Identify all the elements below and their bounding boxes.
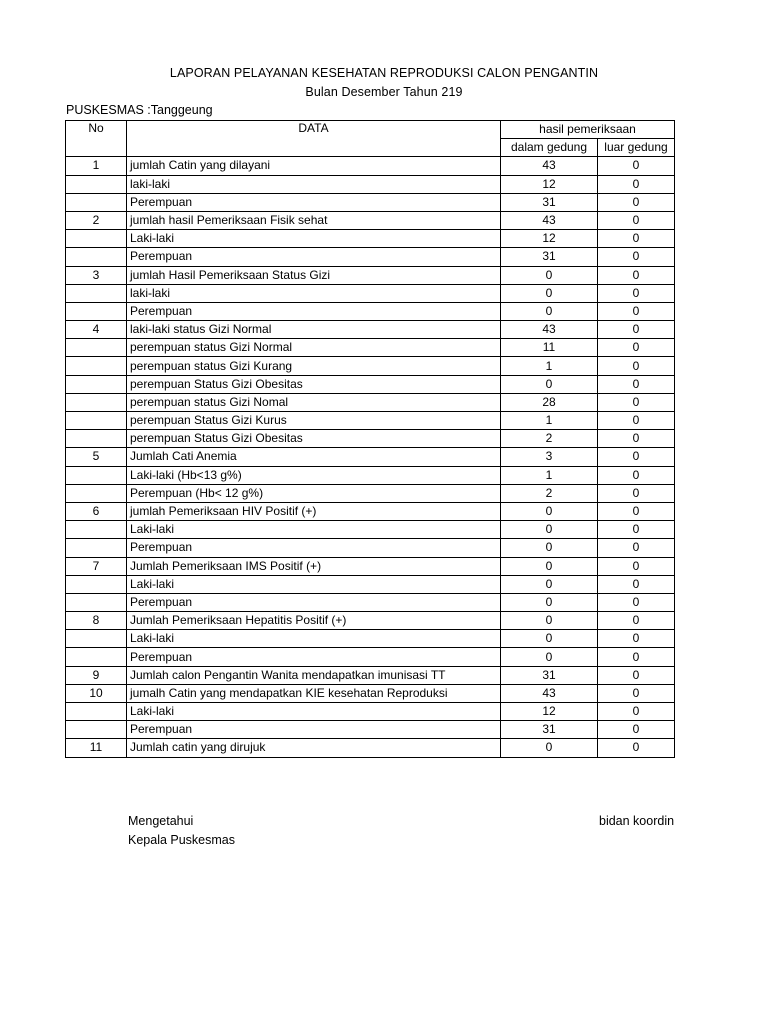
row-no [66,539,127,557]
row-label: Laki-laki [127,575,501,593]
table-row [66,230,675,248]
table-row [66,684,675,702]
header-luar-gedung: luar gedung [598,139,675,157]
row-no [66,430,127,448]
row-dalam-gedung: 31 [501,666,598,684]
header-hasil-pemeriksaan: hasil pemeriksaan [501,121,675,139]
row-luar-gedung: 0 [598,630,675,648]
row-no: 8 [66,612,127,630]
row-dalam-gedung: 1 [501,412,598,430]
row-label: Jumlah Pemeriksaan Hepatitis Positif (+) [127,612,501,630]
table-row [66,648,675,666]
table-row [66,466,675,484]
row-luar-gedung: 0 [598,302,675,320]
row-label: perempuan Status Gizi Obesitas [127,430,501,448]
row-label: jumalh Catin yang mendapatkan KIE kesehatan Reproduksi [127,684,501,702]
row-no [66,593,127,611]
row-no: 7 [66,557,127,575]
row-no: 1 [66,157,127,175]
row-label: Jumlah Pemeriksaan IMS Positif (+) [127,557,501,575]
row-dalam-gedung: 0 [501,593,598,611]
row-luar-gedung: 0 [598,266,675,284]
row-luar-gedung: 0 [598,230,675,248]
row-no [66,521,127,539]
row-luar-gedung: 0 [598,448,675,466]
row-no: 3 [66,266,127,284]
row-dalam-gedung: 12 [501,230,598,248]
row-luar-gedung: 0 [598,175,675,193]
row-label: Perempuan [127,648,501,666]
table-body [66,157,675,757]
table-row [66,284,675,302]
row-dalam-gedung: 1 [501,357,598,375]
header-no: No [66,121,127,157]
row-luar-gedung: 0 [598,593,675,611]
row-no [66,466,127,484]
row-no [66,721,127,739]
table-row [66,357,675,375]
row-luar-gedung: 0 [598,211,675,229]
row-label: jumlah Hasil Pemeriksaan Status Gizi [127,266,501,284]
table-row [66,666,675,684]
row-dalam-gedung: 12 [501,703,598,721]
table-row [66,630,675,648]
footer-bidan-koordinator: bidan koordin [599,814,675,828]
row-no [66,484,127,502]
row-dalam-gedung: 0 [501,284,598,302]
row-no: 2 [66,211,127,229]
row-no [66,302,127,320]
row-dalam-gedung: 11 [501,339,598,357]
row-no [66,339,127,357]
row-no: 10 [66,684,127,702]
row-label: perempuan status Gizi Normal [127,339,501,357]
row-no [66,412,127,430]
table-row [66,484,675,502]
row-label: jumlah hasil Pemeriksaan Fisik sehat [127,211,501,229]
row-no [66,648,127,666]
table-row [66,211,675,229]
row-no [66,248,127,266]
row-dalam-gedung: 43 [501,211,598,229]
row-label: Perempuan [127,193,501,211]
row-dalam-gedung: 0 [501,539,598,557]
row-dalam-gedung: 0 [501,575,598,593]
row-label: Laki-laki [127,521,501,539]
table-row [66,266,675,284]
row-dalam-gedung: 12 [501,175,598,193]
row-dalam-gedung: 1 [501,466,598,484]
row-dalam-gedung: 0 [501,648,598,666]
table-row [66,248,675,266]
row-label: Perempuan [127,302,501,320]
row-dalam-gedung: 43 [501,321,598,339]
row-dalam-gedung: 31 [501,248,598,266]
row-dalam-gedung: 2 [501,484,598,502]
table-row [66,448,675,466]
table-row [66,612,675,630]
table-row [66,157,675,175]
row-label: Perempuan [127,248,501,266]
table-row [66,539,675,557]
row-label: jumlah Pemeriksaan HIV Positif (+) [127,502,501,520]
row-label: laki-laki [127,284,501,302]
row-dalam-gedung: 0 [501,266,598,284]
row-luar-gedung: 0 [598,648,675,666]
row-luar-gedung: 0 [598,157,675,175]
table-row [66,412,675,430]
row-label: jumlah Catin yang dilayani [127,157,501,175]
row-label: perempuan Status Gizi Kurus [127,412,501,430]
header-dalam-gedung: dalam gedung [501,139,598,157]
row-label: Jumlah Cati Anemia [127,448,501,466]
row-luar-gedung: 0 [598,539,675,557]
row-no [66,630,127,648]
row-label: Perempuan [127,593,501,611]
row-label: Jumlah calon Pengantin Wanita mendapatkan imunisasi TT [127,666,501,684]
row-dalam-gedung: 0 [501,739,598,757]
row-no [66,193,127,211]
row-luar-gedung: 0 [598,521,675,539]
table-row [66,521,675,539]
row-dalam-gedung: 43 [501,157,598,175]
report-subtitle: Bulan Desember Tahun 219 [305,85,463,99]
row-luar-gedung: 0 [598,466,675,484]
row-luar-gedung: 0 [598,284,675,302]
row-dalam-gedung: 0 [501,521,598,539]
row-label: laki-laki [127,175,501,193]
row-no: 5 [66,448,127,466]
row-dalam-gedung: 0 [501,557,598,575]
row-no [66,175,127,193]
table-row [66,339,675,357]
table-row [66,393,675,411]
row-label: Laki-laki [127,230,501,248]
row-luar-gedung: 0 [598,666,675,684]
table-row [66,321,675,339]
table-row [66,375,675,393]
header-data: DATA [127,121,501,157]
row-luar-gedung: 0 [598,612,675,630]
row-no [66,284,127,302]
row-no [66,393,127,411]
row-luar-gedung: 0 [598,739,675,757]
row-dalam-gedung: 0 [501,502,598,520]
row-dalam-gedung: 43 [501,684,598,702]
report-title: LAPORAN PELAYANAN KESEHATAN REPRODUKSI CALON PENGANTIN [169,66,599,80]
row-luar-gedung: 0 [598,721,675,739]
row-no [66,357,127,375]
row-dalam-gedung: 31 [501,193,598,211]
row-luar-gedung: 0 [598,430,675,448]
row-dalam-gedung: 0 [501,612,598,630]
table-row [66,502,675,520]
row-no [66,230,127,248]
row-dalam-gedung: 3 [501,448,598,466]
row-dalam-gedung: 0 [501,375,598,393]
row-no: 4 [66,321,127,339]
row-label: laki-laki status Gizi Normal [127,321,501,339]
row-label: Jumlah catin yang dirujuk [127,739,501,757]
row-luar-gedung: 0 [598,412,675,430]
table-row [66,593,675,611]
row-dalam-gedung: 28 [501,393,598,411]
row-no [66,703,127,721]
row-luar-gedung: 0 [598,393,675,411]
row-luar-gedung: 0 [598,339,675,357]
table-row [66,703,675,721]
row-luar-gedung: 0 [598,248,675,266]
row-luar-gedung: 0 [598,684,675,702]
row-label: Perempuan [127,539,501,557]
row-dalam-gedung: 31 [501,721,598,739]
report-table [65,120,675,758]
footer-mengetahui: Mengetahui [128,814,194,828]
row-no: 9 [66,666,127,684]
row-luar-gedung: 0 [598,193,675,211]
table-row [66,575,675,593]
table-row [66,302,675,320]
row-no: 11 [66,739,127,757]
row-dalam-gedung: 0 [501,302,598,320]
row-label: perempuan Status Gizi Obesitas [127,375,501,393]
table-row [66,739,675,757]
row-label: Perempuan (Hb< 12 g%) [127,484,501,502]
row-no: 6 [66,502,127,520]
row-luar-gedung: 0 [598,375,675,393]
row-label: perempuan status Gizi Kurang [127,357,501,375]
row-luar-gedung: 0 [598,321,675,339]
table-row [66,193,675,211]
row-label: Laki-laki (Hb<13 g%) [127,466,501,484]
footer-kepala-puskesmas: Kepala Puskesmas [128,833,236,847]
row-label: perempuan status Gizi Nomal [127,393,501,411]
row-luar-gedung: 0 [598,557,675,575]
row-luar-gedung: 0 [598,357,675,375]
table-row [66,430,675,448]
row-label: Laki-laki [127,630,501,648]
table-row [66,557,675,575]
row-no [66,375,127,393]
row-no [66,575,127,593]
row-dalam-gedung: 0 [501,630,598,648]
row-label: Laki-laki [127,703,501,721]
row-luar-gedung: 0 [598,703,675,721]
row-label: Perempuan [127,721,501,739]
row-luar-gedung: 0 [598,575,675,593]
table-row [66,721,675,739]
row-luar-gedung: 0 [598,502,675,520]
row-luar-gedung: 0 [598,484,675,502]
puskesmas-label: PUSKESMAS :Tanggeung [66,103,213,117]
row-dalam-gedung: 2 [501,430,598,448]
table-row [66,175,675,193]
